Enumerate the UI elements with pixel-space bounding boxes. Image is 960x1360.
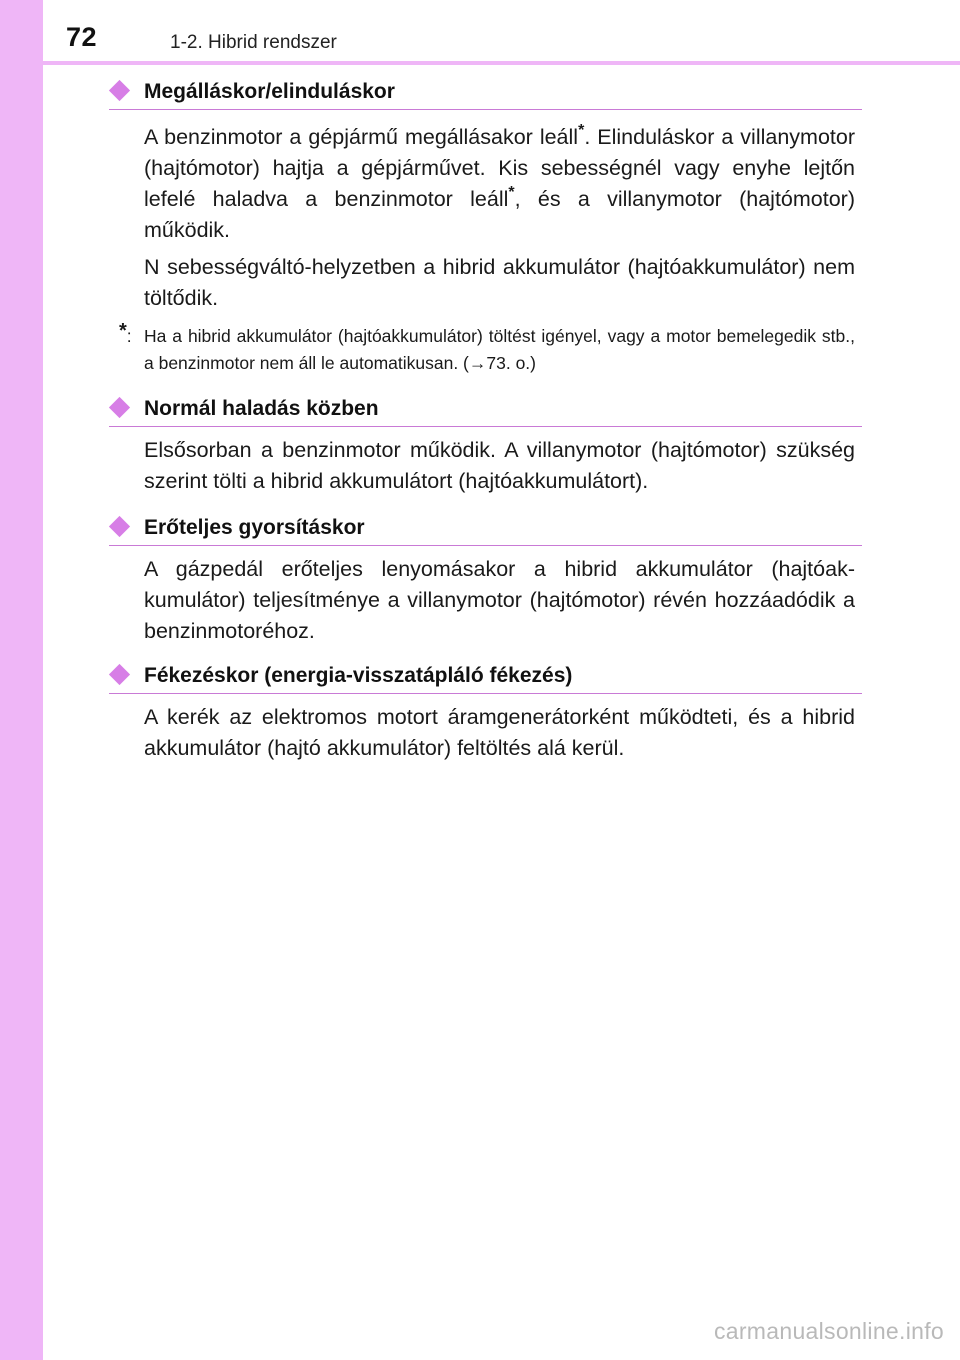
footnote-marker-colon: :: [126, 326, 132, 346]
footnote-marker: [119, 320, 132, 350]
paragraph-stopping-2: N sebességváltó-helyzetben a hibrid akkumulátor (hajtóakkumulátor) nem töltődik.: [144, 255, 855, 310]
chapter-title: 1-2. Hibrid rendszer: [170, 32, 337, 53]
paragraph-stopping-1: [144, 122, 855, 246]
footnote: [109, 320, 855, 377]
paragraph-text: , és a villanymotor (hajtómotor) működik.: [144, 187, 855, 242]
diamond-bullet-icon: [109, 80, 130, 101]
watermark-text: carmanualsonline.info: [713, 1318, 944, 1344]
section-heading-text: Megálláskor/elinduláskor: [144, 80, 395, 103]
side-color-band: [0, 0, 43, 1360]
diamond-bullet-icon: [109, 397, 130, 418]
section-heading-normal-driving: [109, 395, 862, 427]
footnote-marker-star: *: [119, 320, 127, 342]
section-heading-stopping: [109, 78, 862, 110]
section-heading-text: Erőteljes gyorsításkor: [144, 516, 365, 539]
diamond-bullet-icon: [109, 664, 130, 685]
footnote-star: *: [508, 184, 515, 201]
page-content: [109, 78, 862, 764]
section-heading-text: Normál haladás közben: [144, 397, 379, 420]
page-number: 72: [66, 22, 98, 52]
footnote-star: *: [578, 122, 585, 139]
paragraph-braking: A kerék az elektromos motort áramgenerátorként működteti, és a hibrid akkumulátor (hajtó akkumulátor) feltöltés alá kerül.: [144, 705, 855, 760]
footnote-text: Ha a hibrid akkumulátor (hajtóakkumulátor) töltést igényel, vagy a motor bemelegedik stb., a benzinmotor nem áll le automatikusan. (→73. o.): [144, 326, 855, 373]
section-heading-acceleration: [109, 514, 862, 546]
paragraph-text: A benzinmotor a gépjármű megállásakor leáll: [144, 125, 579, 149]
section-heading-braking: [109, 662, 862, 694]
paragraph-normal-driving: Elsősorban a benzinmotor működik. A villanymotor (hajtómotor) szükség szerint tölti a hibrid akkumulátort (hajtóakkumulátort).: [144, 438, 855, 493]
section-heading-text: Fékezéskor (energia-visszatápláló fékezés): [144, 664, 573, 687]
diamond-bullet-icon: [109, 516, 130, 537]
paragraph-acceleration: A gázpedál erőteljes lenyomásakor a hibrid akkumulátor (hajtóakkumulátor) teljesítménye a villanymotor (hajtómotor) révén hozzáadódik a benzinmotoréhoz.: [144, 557, 855, 643]
paragraph-text: . Elinduláskor a villanymotor (hajtómotor) hajtja a gépjárművet. Kis sebességnél vagy enyhe lejtőn lefelé haladva a benzinmotor leáll: [144, 125, 855, 211]
